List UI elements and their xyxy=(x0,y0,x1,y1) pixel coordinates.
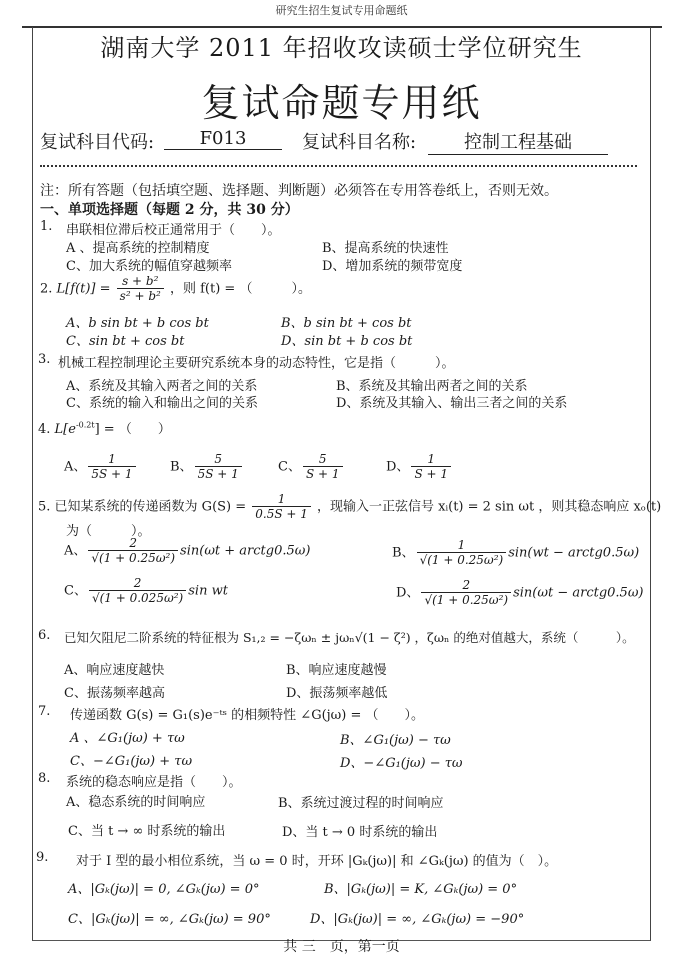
option-b: B、b sin bt + cos bt xyxy=(281,316,412,331)
option-d: D、系统及其输入、输出三者之间的关系 xyxy=(336,396,568,411)
option-b: B、响应速度越慢 xyxy=(286,663,387,678)
option-a: A 、∠G₁(jω) + τω xyxy=(70,731,185,746)
question-text-cont: 为（ ）。 xyxy=(66,524,151,539)
option-label: A、 xyxy=(64,459,87,475)
option-d: D、|Gₖ(jω)| = ∞, ∠Gₖ(jω) = −90° xyxy=(310,912,525,927)
question-number: 8. xyxy=(38,771,51,786)
denominator: S + 1 xyxy=(305,467,340,481)
title-line-2: 复试命题专用纸 xyxy=(201,81,482,125)
numerator: 1 xyxy=(411,452,451,467)
question-text: 传递函数 G(s) = G₁(s)e⁻ᵗˢ 的相频特性 ∠G(jω) = （ ）。 xyxy=(70,708,425,723)
option-b: B、∠G₁(jω) − τω xyxy=(340,733,451,748)
section-heading: 一、单项选择题（每题 2 分，共 30 分） xyxy=(40,202,299,218)
option-label: C、 xyxy=(64,583,87,599)
option-d: D、当 t → 0 时系统的输出 xyxy=(282,825,438,840)
option-c: C、当 t → ∞ 时系统的输出 xyxy=(68,824,226,839)
numerator: 2 xyxy=(88,536,178,551)
option-c xyxy=(278,452,345,482)
numerator: 1 xyxy=(88,452,135,467)
denominator: 5S + 1 xyxy=(91,467,133,481)
question-5 xyxy=(38,492,661,522)
subject-code-label: 复试科目代码: xyxy=(40,132,155,153)
denominator: √(1 + 0.025ω²) xyxy=(91,591,184,605)
option-b xyxy=(392,538,639,568)
question-text: 对于 I 型的最小相位系统，当 ω = 0 时，开环 |Gₖ(jω)| 和 ∠Gₖ(jω) 的值为（ ）。 xyxy=(76,854,558,869)
option-b: B、系统及其输出两者之间的关系 xyxy=(336,379,528,394)
option-label: B、 xyxy=(392,545,415,561)
option-b: B、提高系统的快速性 xyxy=(322,241,449,256)
option-label: C、 xyxy=(278,459,301,475)
question-text: 机械工程控制理论主要研究系统本身的动态特性，它是指（ ）。 xyxy=(58,356,455,371)
option-b: B、|Gₖ(jω)| = K, ∠Gₖ(jω) = 0° xyxy=(324,882,518,897)
question-number: 5. xyxy=(38,499,51,515)
option-c: C、|Gₖ(jω)| = ∞, ∠Gₖ(jω) = 90° xyxy=(68,912,271,927)
option-label: D、 xyxy=(386,459,410,475)
page-footer: 共 三 页，第一页 xyxy=(283,939,400,955)
option-a: A、系统及其输入两者之间的关系 xyxy=(66,379,258,394)
fraction xyxy=(117,274,164,304)
option-a xyxy=(64,536,310,566)
numerator: 2 xyxy=(89,576,186,591)
question-number: 6. xyxy=(38,628,51,643)
option-c: C、振荡频率越高 xyxy=(64,686,165,701)
formula: L[f(t)] = xyxy=(56,281,111,297)
instructions-note: 注：所有答题（包括填空题、选择题、判断题）必须答在专用答卷纸上，否则无效。 xyxy=(40,183,558,199)
option-d: D、−∠G₁(jω) − τω xyxy=(340,756,463,771)
numerator: 1 xyxy=(417,538,507,553)
option-tail: sin wt xyxy=(188,583,228,599)
option-tail: sin(ωt + arctg0.5ω) xyxy=(180,543,311,559)
option-label: D、 xyxy=(396,585,420,601)
option-b xyxy=(170,452,244,482)
option-d xyxy=(396,578,644,608)
option-a: A 、提高系统的控制精度 xyxy=(66,241,210,256)
question-text: 系统的稳态响应是指（ ）。 xyxy=(66,775,242,790)
numerator: 1 xyxy=(252,492,311,507)
option-d: D、sin bt + b cos bt xyxy=(281,334,413,349)
dotted-divider xyxy=(40,165,637,167)
denominator: s² + b² xyxy=(119,289,161,303)
option-a: A、|Gₖ(jω)| = 0, ∠Gₖ(jω) = 0° xyxy=(68,882,260,897)
subject-code: F013 xyxy=(164,128,282,150)
option-c: C、系统的输入和输出之间的关系 xyxy=(66,396,258,411)
option-a xyxy=(64,452,138,482)
denominator: 5S + 1 xyxy=(197,467,239,481)
question-text: 已知欠阻尼二阶系统的特征根为 S₁,₂ = −ζωₙ ± jωₙ√(1 − ζ²) ，ζωₙ 的绝对值越大，系统（ ）。 xyxy=(64,630,635,645)
denominator: √(1 + 0.25ω²) xyxy=(91,551,176,565)
option-d: D、增加系统的频带宽度 xyxy=(322,259,463,274)
question-number: 1. xyxy=(40,219,53,234)
question-text: ，则 f(t) = （ ）。 xyxy=(169,281,311,297)
numerator: 5 xyxy=(195,452,242,467)
subject-name: 控制工程基础 xyxy=(428,128,608,155)
numerator: 5 xyxy=(303,452,343,467)
option-c: C、加大系统的幅值穿越频率 xyxy=(66,259,232,274)
denominator: √(1 + 0.25ω²) xyxy=(424,593,509,607)
question-4 xyxy=(38,418,171,437)
option-tail: sin(wt − arctg0.5ω) xyxy=(508,545,640,561)
option-d: D、振荡频率越低 xyxy=(286,686,388,701)
option-c: C、−∠G₁(jω) + τω xyxy=(70,754,193,769)
formula: L[e xyxy=(54,422,76,437)
question-number: 7. xyxy=(38,704,51,719)
denominator: 0.5S + 1 xyxy=(255,507,308,521)
subject-name-label: 复试科目名称: xyxy=(302,132,417,153)
page-header: 研究生招生复试专用命题纸 xyxy=(275,4,408,17)
option-label: A、 xyxy=(64,543,87,559)
question-number: 9. xyxy=(36,850,49,865)
question-text: ，现输入一正弦信号 xᵢ(t) = 2 sin ωt ，则其稳态响应 xₒ(t) xyxy=(317,499,662,515)
option-tail: sin(ωt − arctg0.5ω) xyxy=(513,585,644,601)
option-a: A、b sin bt + b cos bt xyxy=(66,316,209,331)
title-line-1: 湖南大学 2011 年招收攻读硕士学位研究生 xyxy=(100,34,583,62)
option-a: A、响应速度越快 xyxy=(64,663,165,678)
denominator: √(1 + 0.25ω²) xyxy=(419,553,504,567)
option-d xyxy=(386,452,453,482)
question-text: 串联相位滞后校正通常用于（ ）。 xyxy=(66,223,281,238)
formula: 已知某系统的传递函数为 G(S) = xyxy=(54,499,247,515)
option-a: A、稳态系统的时间响应 xyxy=(66,795,206,810)
option-label: B、 xyxy=(170,459,193,475)
option-b: B、系统过渡过程的时间响应 xyxy=(278,796,444,811)
numerator: s + b² xyxy=(117,274,164,289)
denominator: S + 1 xyxy=(414,467,448,481)
question-number: 3. xyxy=(38,352,51,367)
numerator: 2 xyxy=(421,578,511,593)
option-c: C、sin bt + cos bt xyxy=(66,334,185,349)
exponent: -0.2t xyxy=(75,420,95,430)
question-2 xyxy=(40,274,311,304)
question-number: 4. xyxy=(38,422,51,437)
question-text: ] = （ ） xyxy=(94,422,171,437)
option-c xyxy=(64,576,228,606)
question-number: 2. xyxy=(40,281,53,297)
